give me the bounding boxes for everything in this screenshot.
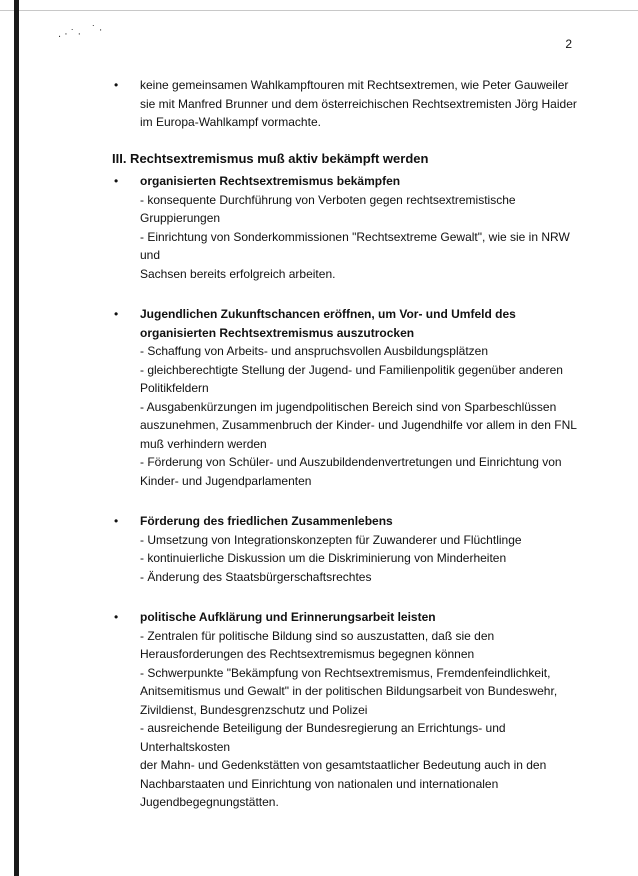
group-line: - Schaffung von Arbeits- und anspruchsvollen Ausbildungsplätzen	[140, 344, 489, 358]
section-heading: III. Rechtsextremismus muß aktiv bekämpft werden	[112, 150, 429, 166]
group-line: Politikfeldern	[140, 381, 209, 395]
scan-top-edge	[0, 0, 638, 11]
section-groups	[114, 172, 584, 812]
document-body	[114, 76, 584, 812]
group-line: Sachsen bereits erfolgreich arbeiten.	[140, 266, 336, 281]
group-line: Zivildienst, Bundesgrenzschutz und Polizei	[140, 702, 368, 717]
group-item	[114, 608, 584, 812]
group-line: - konsequente Durchführung von Verboten gegen rechtsextremistische Gruppierungen	[140, 192, 516, 225]
group-line: Kinder- und Jugendparlamenten	[140, 473, 312, 488]
group-item	[114, 172, 584, 283]
group-line: - Einrichtung von Sonderkommissionen "Rechtsextreme Gewalt", wie sie in NRW und	[140, 229, 570, 262]
scan-speckle-2: ˙ ·	[92, 24, 103, 36]
group-line: - ausreichende Beteiligung der Bundesregierung an Errichtungs- und Unterhaltskosten	[140, 721, 506, 754]
group-heading: Jugendlichen Zukunftschancen eröffnen, um Vor- und Umfeld des organisierten Rechtsextremismus auszutrocken	[140, 307, 516, 340]
group-line: - Schwerpunkte "Bekämpfung von Rechtsextremismus, Fremdenfeindlichkeit,	[140, 665, 551, 680]
bullet-icon: •	[114, 174, 119, 188]
group-line: - gleichberechtigte Stellung der Jugend- und Familienpolitik gegenüber anderen	[140, 362, 563, 377]
group-line: - Förderung von Schüler- und Auszubildendenvertretungen und Einrichtung von	[140, 455, 562, 469]
intro-bullet-text: keine gemeinsamen Wahlkampftouren mit Rechtsextremen, wie Peter Gauweiler sie mit Manfred Brunner und dem österreichischen Rechtsextremisten Jörg Haider im Europa-Wahlkampf vormachte.	[140, 78, 577, 129]
bullet-icon: •	[114, 610, 119, 624]
page-number: 2	[565, 37, 572, 51]
scan-left-bar	[14, 0, 19, 876]
group-line: der Mahn- und Gedenkstätten von gesamtstaatlicher Bedeutung auch in den	[140, 758, 547, 772]
bullet-icon: •	[114, 78, 119, 92]
group-line: Anitsemitismus und Gewalt" in der politischen Bildungsarbeit von Bundeswehr,	[140, 684, 558, 698]
scan-speckle: . · ˙ ·	[58, 28, 82, 40]
intro-bullet-item	[114, 76, 584, 132]
group-heading: organisierten Rechtsextremismus bekämpfen	[140, 174, 401, 188]
group-line: - Umsetzung von Integrationskonzepten für Zuwanderer und Flüchtlinge	[140, 532, 522, 547]
group-line: muß verhindern werden	[140, 436, 267, 451]
bullet-icon: •	[114, 514, 119, 528]
group-heading: Förderung des friedlichen Zusammenlebens	[140, 514, 393, 528]
group-item	[114, 512, 584, 586]
group-line: - Zentralen für politische Bildung sind so auszustatten, daß sie den	[140, 628, 495, 643]
group-line: Jugendbegegnungstätten.	[140, 795, 279, 809]
bullet-icon: •	[114, 307, 119, 321]
group-heading: politische Aufklärung und Erinnerungsarbeit leisten	[140, 610, 436, 624]
group-line: Nachbarstaaten und Einrichtung von nationalen und internationalen	[140, 776, 499, 791]
group-line: - kontinuierliche Diskussion um die Diskriminierung von Minderheiten	[140, 551, 507, 565]
group-line: Herausforderungen des Rechtsextremismus begegnen können	[140, 647, 475, 661]
group-item	[114, 305, 584, 490]
group-line: - Änderung des Staatsbürgerschaftsrechtes	[140, 569, 372, 584]
group-line: - Ausgabenkürzungen im jugendpolitischen Bereich sind von Sparbeschlüssen	[140, 399, 557, 414]
group-line: auszunehmen, Zusammenbruch der Kinder- und Jugendhilfe vor allem in den FNL	[140, 418, 577, 432]
